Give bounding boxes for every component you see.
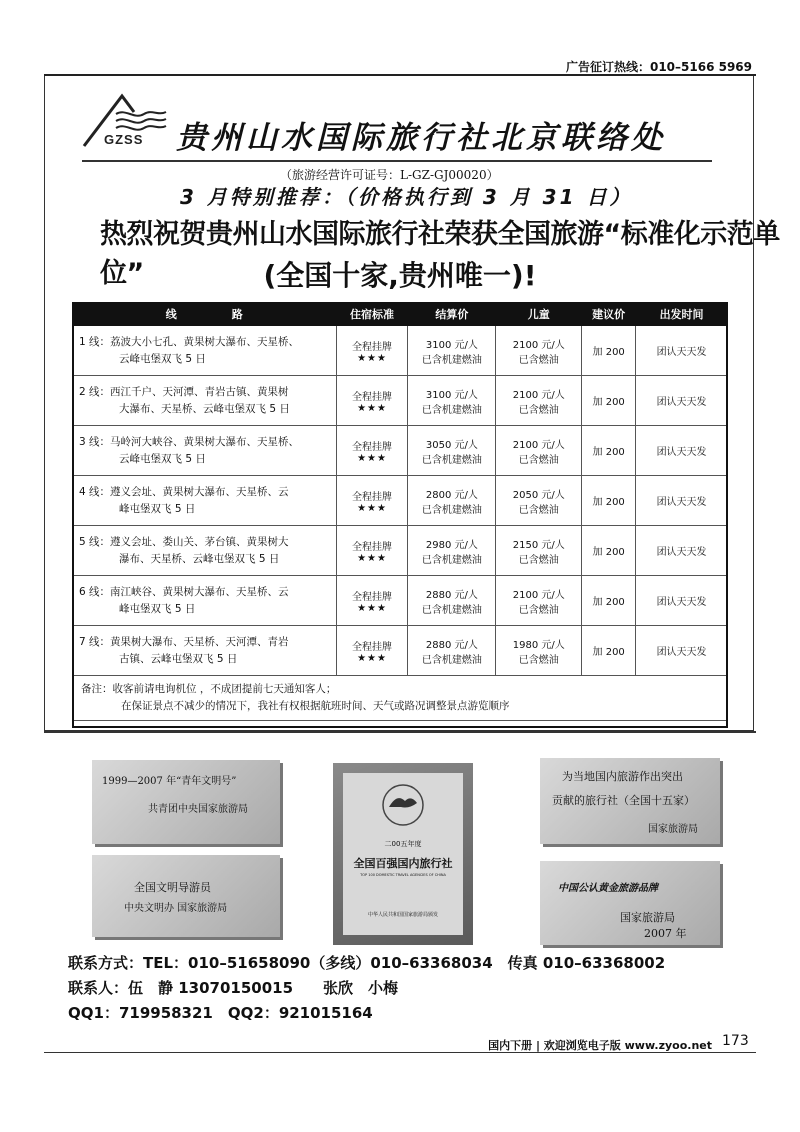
route-cell (73, 576, 337, 626)
award-issuer: 共青团中央国家旅游局 (148, 804, 248, 815)
table-row (73, 376, 728, 426)
child-note: 已含燃油 (518, 404, 559, 416)
price-cell (408, 626, 496, 676)
title-rule (82, 160, 712, 162)
table-row (73, 426, 728, 476)
child-price: 2050 元/人 (512, 489, 565, 501)
award-year: 2007 年 (644, 927, 687, 940)
price: 3100 元/人 (425, 389, 478, 401)
special-offer-heading: 3 月特别推荐：（价格执行到 3 月 31 日） (180, 185, 633, 209)
child-price: 2100 元/人 (512, 389, 565, 401)
suggest-cell: 加 200 (582, 576, 636, 626)
note-line-1: 备注：收客前请电询机位 ，不成团提前七天通知客人； (81, 683, 337, 695)
route-num: 4 线： (79, 485, 111, 498)
route-cell (73, 426, 337, 476)
route-text-2: 瀑布、天星桥、云峰屯堡双飞 5 日 (119, 552, 280, 565)
note-line-2: 在保证景点不减少的情况下，我社有权根据航班时间、天气或路况调整景点游览顺序 (121, 700, 510, 712)
depart-cell: 团认天天发 (636, 476, 728, 526)
award-golden-brand (540, 861, 720, 945)
price: 3050 元/人 (425, 439, 478, 451)
page-number: 173 (722, 1033, 749, 1049)
route-cell (73, 326, 337, 376)
child-cell (496, 426, 582, 476)
stars: ★★★ (357, 402, 387, 414)
child-price: 2100 元/人 (512, 339, 565, 351)
certificate-year: 二00五年度 (384, 840, 422, 848)
price-cell (408, 476, 496, 526)
price-note: 已含机建燃油 (421, 654, 482, 666)
route-text-2: 峰屯堡双飞 5 日 (119, 502, 196, 515)
contact-phone: 联系方式：TEL：010–51658090（多线）010–63368034 传真 010–63368002 (68, 954, 666, 972)
child-note: 已含燃油 (518, 554, 559, 566)
contact-person: 联系人：伍 静 13070150015 张欣 小梅 (68, 979, 399, 997)
price-note: 已含机建燃油 (421, 554, 482, 566)
route-num: 6 线： (79, 585, 111, 598)
price-note: 已含机建燃油 (421, 454, 482, 466)
award-domestic-contribution (540, 758, 720, 844)
price-cell (408, 526, 496, 576)
child-cell (496, 626, 582, 676)
certificate-plaque (343, 773, 463, 935)
stars: ★★★ (357, 552, 387, 564)
header-child: 儿童 (496, 303, 582, 326)
route-text-2: 云峰屯堡双飞 5 日 (119, 352, 206, 365)
price: 2800 元/人 (425, 489, 478, 501)
lodging: 全程挂牌 (352, 391, 393, 403)
price-note: 已含机建燃油 (421, 354, 482, 366)
child-note: 已含燃油 (518, 354, 559, 366)
route-text: 马岭河大峡谷、黄果树大瀑布、天星桥、 (110, 435, 300, 448)
table-header-row (73, 303, 728, 326)
certificate-title: 全国百强国内旅行社 (353, 857, 453, 870)
header-lodging: 住宿标准 (336, 303, 408, 326)
suggest-cell: 加 200 (582, 476, 636, 526)
lodging-cell (336, 426, 408, 476)
footer-text: 国内下册 | 欢迎浏览电子版 www.zyoo.net (488, 1039, 712, 1052)
route-cell (73, 526, 337, 576)
depart-cell: 团认天天发 (636, 426, 728, 476)
suggest-cell: 加 200 (582, 526, 636, 576)
table-note-row (73, 676, 728, 721)
price: 2880 元/人 (425, 639, 478, 651)
award-text: 中国公认黄金旅游品牌 (558, 883, 658, 894)
route-num: 7 线： (79, 635, 111, 648)
route-cell (73, 376, 337, 426)
lodging-cell (336, 526, 408, 576)
frame-bottom-rule (44, 731, 756, 733)
table-row (73, 576, 728, 626)
depart-cell: 团认天天发 (636, 326, 728, 376)
price: 2880 元/人 (425, 589, 478, 601)
award-issuer: 国家旅游局 (648, 824, 698, 835)
child-cell (496, 326, 582, 376)
price-note: 已含机建燃油 (421, 404, 482, 416)
child-note: 已含燃油 (518, 454, 559, 466)
lodging: 全程挂牌 (352, 641, 393, 653)
suggest-cell: 加 200 (582, 626, 636, 676)
route-text: 黄果树大瀑布、天星桥、天河潭、青岩 (110, 635, 289, 648)
suggest-cell: 加 200 (582, 326, 636, 376)
award-youth-civilization (92, 760, 280, 844)
headline: 热烈祝贺贵州山水国际旅行社荣获全国旅游“标准化示范单位” (100, 219, 780, 289)
route-text: 遵义会址、娄山关、茅台镇、黄果树大 (110, 535, 289, 548)
price-note: 已含机建燃油 (421, 504, 482, 516)
depart-cell: 团认天天发 (636, 526, 728, 576)
company-name: 贵州山水国际旅行社北京联络处 (176, 120, 666, 156)
route-num: 3 线： (79, 435, 111, 448)
child-cell (496, 576, 582, 626)
license-number: （旅游经营许可证号：L-GZ-GJ00020） (280, 168, 499, 182)
stars: ★★★ (357, 502, 387, 514)
stars: ★★★ (357, 452, 387, 464)
table-row (73, 326, 728, 376)
routes-table (72, 302, 728, 721)
award-text: 为当地国内旅游作出突出 (562, 770, 683, 783)
award-issuer: 国家旅游局 (620, 911, 675, 924)
route-text: 遵义会址、黄果树大瀑布、天星桥、云 (110, 485, 289, 498)
child-price: 2150 元/人 (512, 539, 565, 551)
table-row (73, 626, 728, 676)
route-num: 5 线： (79, 535, 111, 548)
route-text: 南江峡谷、黄果树大瀑布、天星桥、云 (110, 585, 289, 598)
route-num: 1 线： (79, 335, 111, 348)
price-cell (408, 576, 496, 626)
lodging: 全程挂牌 (352, 591, 393, 603)
child-note: 已含燃油 (518, 504, 559, 516)
logo-text: GZSS (104, 132, 144, 147)
contact-qq: QQ1：719958321 QQ2：921015164 (68, 1004, 373, 1022)
company-logo (82, 92, 174, 148)
child-price: 2100 元/人 (512, 439, 565, 451)
price: 2980 元/人 (425, 539, 478, 551)
price: 3100 元/人 (425, 339, 478, 351)
lodging-cell (336, 626, 408, 676)
child-price: 1980 元/人 (512, 639, 565, 651)
child-cell (496, 526, 582, 576)
certificate-en: TOP 100 DOMESTIC TRAVEL AGENCIES OF CHINA (360, 873, 446, 877)
depart-cell: 团认天天发 (636, 626, 728, 676)
headline-sub: (全国十家,贵州唯一)! (263, 259, 537, 292)
price-cell (408, 326, 496, 376)
lodging: 全程挂牌 (352, 441, 393, 453)
lodging-cell (336, 376, 408, 426)
depart-cell: 团认天天发 (636, 576, 728, 626)
child-cell (496, 376, 582, 426)
route-text: 西江千户、天河潭、青岩古镇、黄果树 (110, 385, 289, 398)
lodging-cell (336, 476, 408, 526)
lodging: 全程挂牌 (352, 541, 393, 553)
award-model-guide (92, 855, 280, 937)
header-price: 结算价 (408, 303, 496, 326)
lodging: 全程挂牌 (352, 491, 393, 503)
price-note: 已含机建燃油 (421, 604, 482, 616)
child-note: 已含燃油 (518, 654, 559, 666)
route-cell (73, 626, 337, 676)
route-text-2: 古镇、云峰屯堡双飞 5 日 (119, 652, 238, 665)
suggest-cell: 加 200 (582, 426, 636, 476)
lodging: 全程挂牌 (352, 341, 393, 353)
route-text-2: 大瀑布、天星桥、云峰屯堡双飞 5 日 (119, 402, 290, 415)
award-text-2: 贡献的旅行社（全国十五家） (552, 794, 695, 807)
route-text-2: 云峰屯堡双飞 5 日 (119, 452, 206, 465)
lodging-cell (336, 326, 408, 376)
award-issuer: 中央文明办 国家旅游局 (124, 903, 228, 914)
route-num: 2 线： (79, 385, 111, 398)
award-text: 全国文明导游员 (134, 881, 211, 894)
depart-cell: 团认天天发 (636, 376, 728, 426)
header-route: 线 路 (73, 303, 337, 326)
route-cell (73, 476, 337, 526)
price-cell (408, 376, 496, 426)
table-row (73, 476, 728, 526)
table-row (73, 526, 728, 576)
child-note: 已含燃油 (518, 604, 559, 616)
note-cell (73, 676, 728, 721)
top100-certificate (333, 763, 473, 945)
lodging-cell (336, 576, 408, 626)
price-cell (408, 426, 496, 476)
suggest-cell: 加 200 (582, 376, 636, 426)
ad-hotline: 广告征订热线：010–5166 5969 (565, 60, 752, 74)
child-price: 2100 元/人 (512, 589, 565, 601)
award-text: 1999—2007 年“青年文明号” (102, 776, 237, 787)
header-suggest: 建议价 (582, 303, 636, 326)
route-text-2: 峰屯堡双飞 5 日 (119, 602, 196, 615)
stars: ★★★ (357, 352, 387, 364)
certificate-issuer: 中华人民共和国国家旅游局颁发 (367, 912, 438, 918)
certificate-emblem (343, 773, 463, 843)
stars: ★★★ (357, 652, 387, 664)
stars: ★★★ (357, 602, 387, 614)
route-text: 荔波大小七孔、黄果树大瀑布、天星桥、 (110, 335, 300, 348)
child-cell (496, 476, 582, 526)
header-depart: 出发时间 (636, 303, 728, 326)
